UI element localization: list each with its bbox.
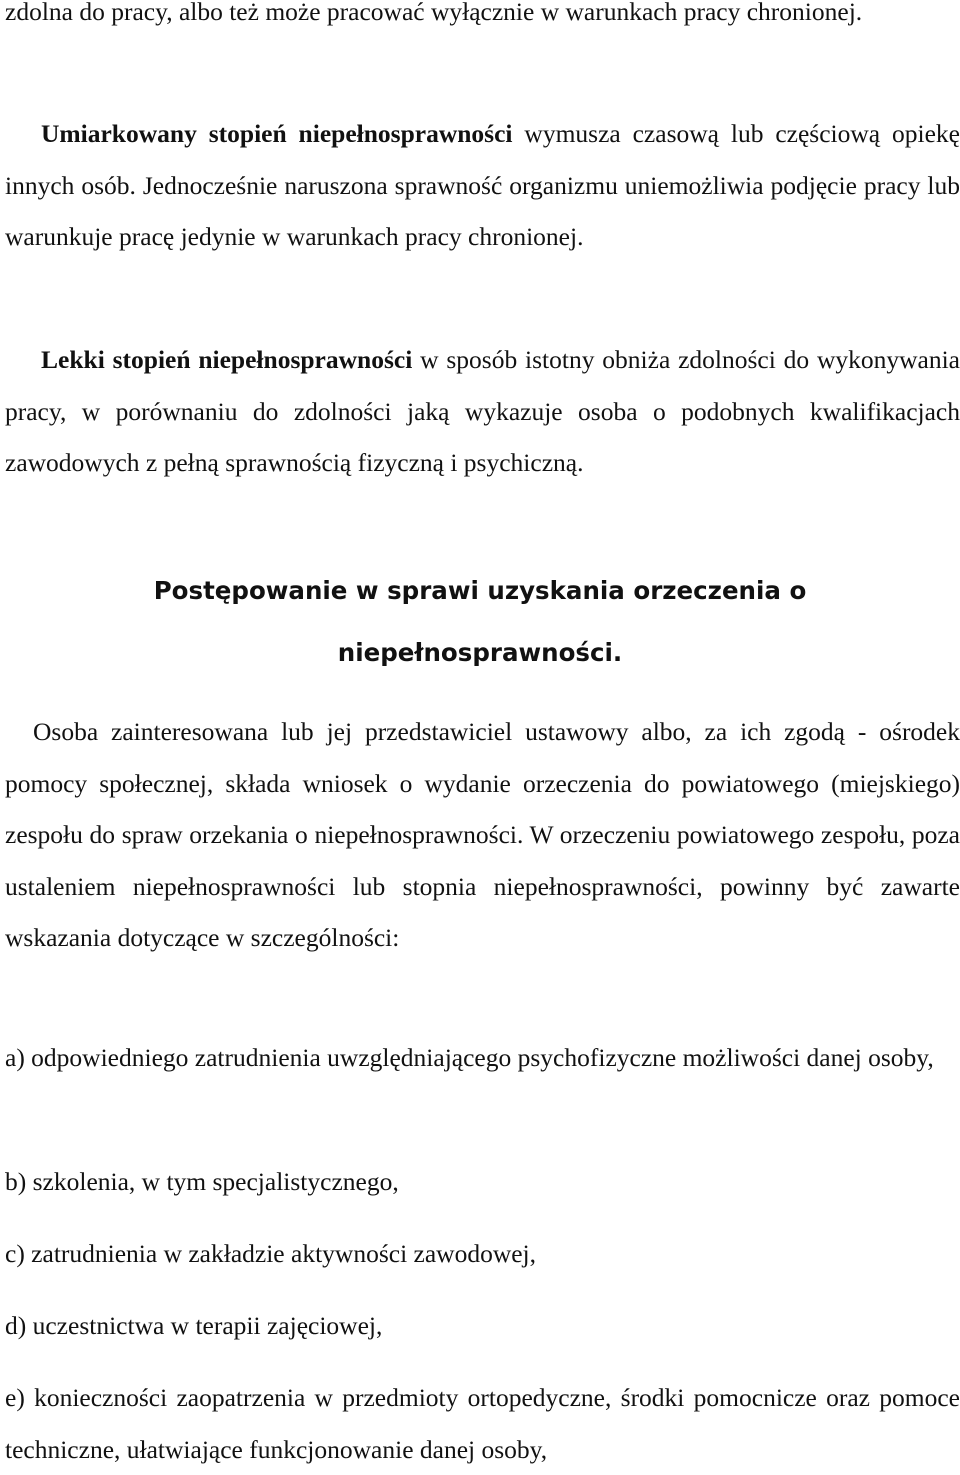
paragraph-light-disability xyxy=(5,334,960,489)
paragraph-text: w sposób istotny obniża zdolności do wykonywania pracy, w porównaniu do zdolności jaką wykazuje osoba o podobnych kwalifikacjach zawodowych z pełną sprawnością fizyczną i psychiczną. xyxy=(5,345,960,477)
paragraph-text: zdolna do pracy, albo też może pracować wyłącznie w warunkach pracy chronionej. xyxy=(5,0,863,26)
list-item-e: e) konieczności zaopatrzenia w przedmioty ortopedyczne, środki pomocnicze oraz pomoce techniczne, ułatwiające funkcjonowanie danej osoby, xyxy=(5,1383,960,1464)
list-item-a: a) odpowiedniego zatrudnienia uwzględniającego psychofizyczne możliwości danej osoby, xyxy=(5,1043,934,1072)
paragraph-text: wymusza czasową lub częściową opiekę innych osób. Jednocześnie naruszona sprawność organizmu uniemożliwia podjęcie pracy lub warunkuje pracę jedynie w warunkach pracy chronionej. xyxy=(5,119,960,251)
paragraph-text: Osoba zainteresowana lub jej przedstawiciel ustawowy albo, za ich zgodą - ośrodek pomocy społecznej, składa wniosek o wydanie orzeczenia do powiatowego (miejskiego) zespołu do spraw orzekania o niepełnosprawności. W orzeczeniu powiatowego zespołu, poza ustaleniem niepełnosprawności lub stopnia niepełnosprawności, powinny być zawarte wskazania dotyczące w szczególności: xyxy=(5,717,960,952)
list-item-b: b) szkolenia, w tym specjalistycznego, xyxy=(5,1167,399,1196)
paragraph-procedure xyxy=(5,706,960,964)
bold-term-moderate: Umiarkowany stopień niepełnosprawności xyxy=(41,119,513,148)
list-item-c: c) zatrudnienia w zakładzie aktywności zawodowej, xyxy=(5,1239,537,1268)
bold-term-light: Lekki stopień niepełnosprawności xyxy=(41,345,413,374)
list-item-d: d) uczestnictwa w terapii zajęciowej, xyxy=(5,1311,383,1340)
section-heading-line1: Postępowanie w sprawi uzyskania orzeczenia o xyxy=(153,576,807,605)
paragraph-moderate-disability xyxy=(5,108,960,263)
section-heading-line2: niepełnosprawności. xyxy=(337,638,623,667)
paragraph-work-conditions xyxy=(5,0,960,38)
